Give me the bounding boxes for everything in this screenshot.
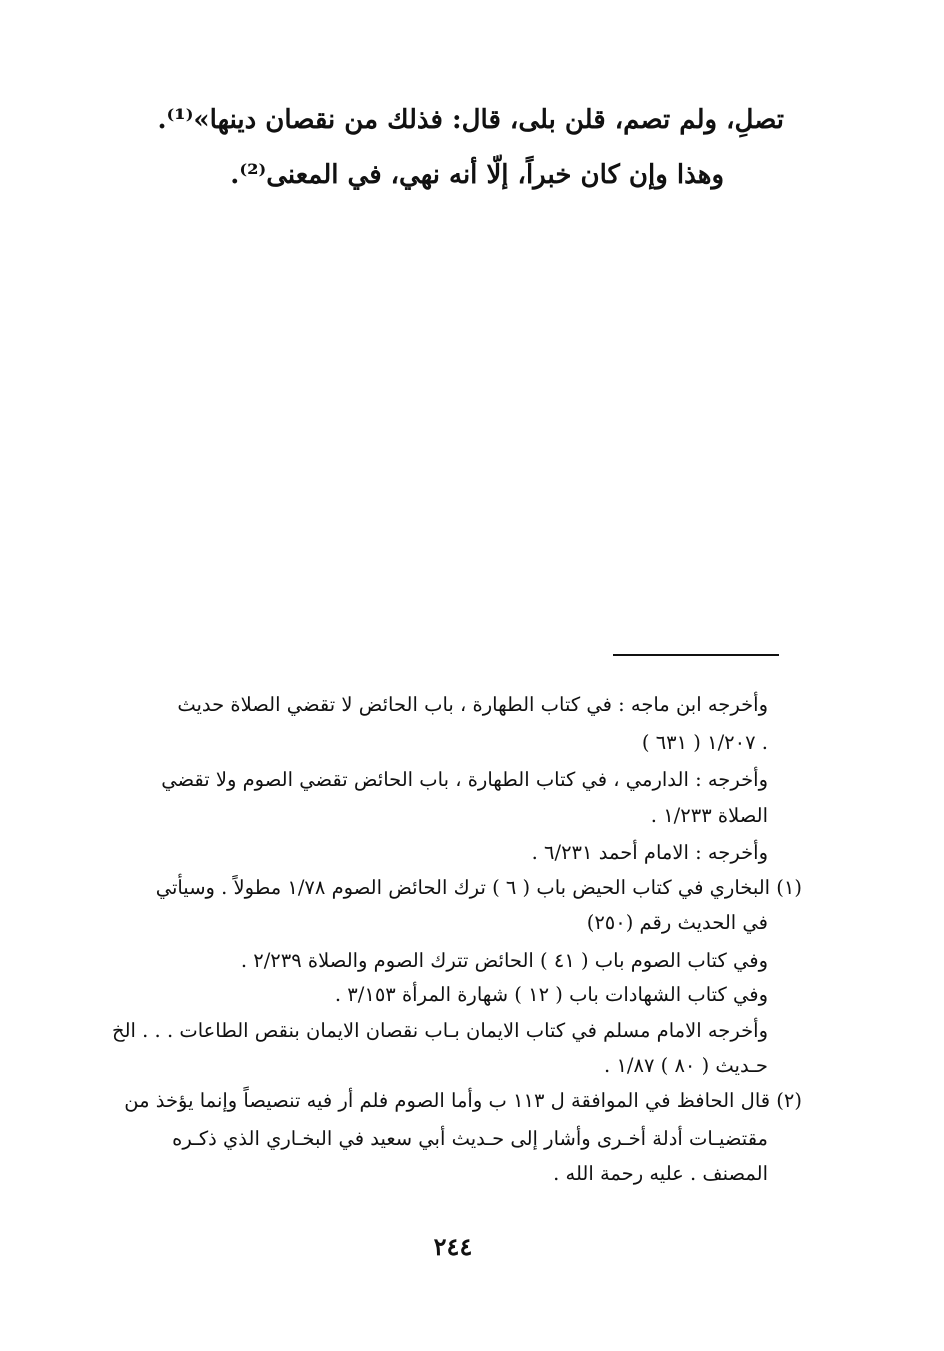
footnote-line: المصنف . عليه رحمة الله . xyxy=(553,1162,768,1185)
footnote-line: حـديث ( ٨٠ ) ١/٨٧ . xyxy=(604,1054,768,1077)
body-text-line-2: وهذا وإن كان خبراً، إلّا أنه نهي، في المعنى⁽²⁾. xyxy=(230,160,724,190)
page-number: ٢٤٤ xyxy=(433,1232,473,1261)
footnote-line: (١) البخاري في كتاب الحيض باب ( ٦ ) ترك الحائض الصوم ١/٧٨ مطولاً . وسيأتي xyxy=(155,876,802,899)
footnote-line: وأخرجه : الامام أحمد ٦/٢٣١ . xyxy=(531,841,768,864)
footnote-line: وأخرجه : الدارمي ، في كتاب الطهارة ، باب الحائض تقضي الصوم ولا تقضي xyxy=(161,768,768,791)
footnote-line: وأخرجه ابن ماجه : في كتاب الطهارة ، باب الحائض لا تقضي الصلاة حديث xyxy=(177,693,768,716)
footnote-separator xyxy=(613,654,779,656)
body-text-line-1: تصلِ، ولم تصم، قلن بلى، قال: فذلك من نقصان دينها»⁽¹⁾. xyxy=(157,105,784,135)
footnote-line: ( ٦٣١ ) ١/٢٠٧ . xyxy=(641,731,768,754)
footnote-line: (٢) قال الحافظ في الموافقة ل ١١٣ ب وأما الصوم فلم أر فيه تنصيصاً وإنما يؤخذ من xyxy=(124,1089,802,1112)
footnote-line: مقتضيـات أدلة أخـرى وأشار إلى حـديث أبي سعيد في البخـاري الذي ذكـره xyxy=(172,1127,768,1150)
footnote-line: الصلاة ١/٢٣٣ . xyxy=(650,804,768,827)
footnote-line: وأخرجه الامام مسلم في كتاب الايمان بـاب نقصان الايمان بنقص الطاعات . . . الخ xyxy=(112,1019,768,1042)
footnote-line: وفي كتاب الصوم باب ( ٤١ ) الحائض تترك الصوم والصلاة ٢/٢٣٩ . xyxy=(240,949,768,972)
footnote-line: في الحديث رقم (٢٥٠) xyxy=(586,911,768,934)
footnote-line: وفي كتاب الشهادات باب ( ١٢ ) شهارة المرأة ٣/١٥٣ . xyxy=(334,983,768,1006)
